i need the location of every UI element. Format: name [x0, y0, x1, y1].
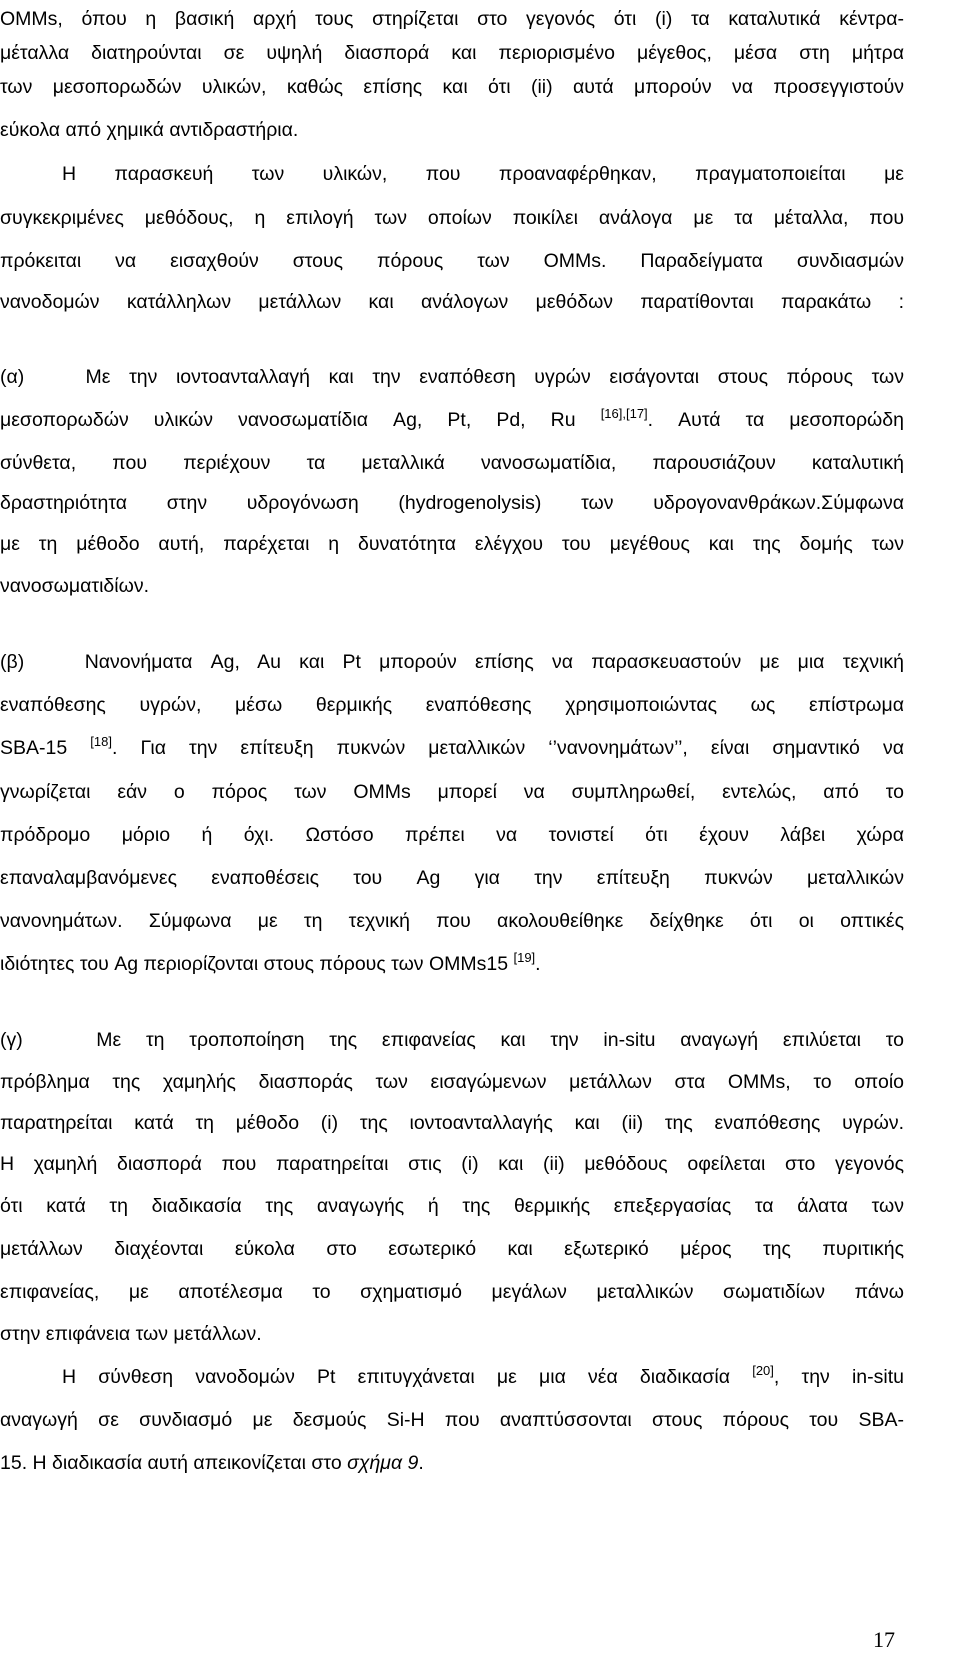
item-b-line-1 [0, 645, 904, 679]
item-a-marker: (α) [0, 366, 25, 388]
item-a-line-6: νανοσωματιδίων. [0, 575, 150, 597]
item-c-line-5: ότι κατά τη διαδικασία της αναγωγής ή της θερμικής επεξεργασίας τα άλατα των [0, 1195, 904, 1217]
item-c-marker: (γ) [0, 1029, 23, 1051]
item-a-line-5: με τη μέθοδο αυτή, παρέχεται η δυνατότητα ελέγχου του μεγέθους και της δομής των [0, 533, 904, 555]
item-c-line-1 [0, 1023, 904, 1057]
intro-line-3: των μεσοπορωδών υλικών, καθώς επίσης και ότι (ii) αυτά μπορούν να προσεγγιστούν [0, 76, 904, 98]
item-b-line-5: πρόδρομο μόριο ή όχι. Ωστόσο πρέπει να τονιστεί ότι έχουν λάβει χώρα [0, 824, 904, 846]
item-b-line-2: εναπόθεσης υγρών, μέσω θερμικής εναπόθεσης χρησιμοποιώντας ως επίστρωμα [0, 694, 904, 716]
item-b-line-4: γνωρίζεται εάν ο πόρος των OMMs μπορεί να συμπληρωθεί, εντελώς, από το [0, 781, 904, 803]
item-c-text-1: Με τη τροποποίηση της επιφανείας και την in-situ αναγωγή επιλύεται το [96, 1029, 905, 1051]
figure-reference: σχήμα 9 [347, 1452, 419, 1474]
item-a-text-2b: . Αυτά τα μεσοπορώδη [647, 409, 904, 431]
item-a-line-1 [0, 360, 904, 394]
item-a-line-4: δραστηριότητα στην υδρογόνωση (hydrogenolysis) των υδρογονανθράκων.Σύμφωνα [0, 492, 904, 514]
item-a-line-2 [0, 403, 904, 437]
item-b-line-7: νανονημάτων. Σύμφωνα με τη τεχνική που ακολουθείθηκε δείχθηκε ότι οι οπτικές [0, 910, 904, 932]
pt-text-3: 15. Η διαδικασία αυτή απεικονίζεται στο [0, 1452, 348, 1474]
item-b-line-8 [0, 947, 904, 981]
pt-text-1b: , την in-situ [773, 1366, 904, 1388]
item-b-text-1: Νανονήματα Ag, Au και Pt μπορούν επίσης να παρασκευαστούν με μια τεχνική [84, 651, 904, 673]
citation-20: [20] [752, 1362, 774, 1378]
pt-text-1: Η σύνθεση νανοδομών Pt επιτυγχάνεται με μια νέα διαδικασία [62, 1366, 753, 1388]
item-b-text-8b: . [535, 953, 541, 975]
citation-16-17: [16],[17] [600, 405, 648, 421]
item-c-line-7: επιφανείας, με αποτέλεσμα το σχηματισμό μεγάλων μεταλλικών σωματιδίων πάνω [0, 1281, 904, 1303]
item-b-line-3 [0, 731, 904, 765]
preparation-line-3: πρόκειται να εισαχθούν στους πόρους των OMMs. Παραδείγματα συνδιασμών [0, 250, 904, 272]
intro-line-2: μέταλλα διατηρούνται σε υψηλή διασπορά και περιορισμένο μέγεθος, μέσα στη μήτρα [0, 42, 904, 64]
item-b-text-3b: . Για την επίτευξη πυκνών μεταλλικών ‘’νανονημάτων’’, είναι σημαντικό να [111, 737, 904, 759]
item-c-line-4: Η χαμηλή διασπορά που παρατηρείται στις (i) και (ii) μεθόδους οφείλεται στο γεγονός [0, 1153, 904, 1175]
item-c-line-8: στην επιφάνεια των μετάλλων. [0, 1323, 262, 1345]
pt-line-3 [0, 1446, 904, 1480]
pt-line-2: αναγωγή σε συνδιασμό με δεσμούς Si-H που αναπτύσσονται στους πόρους του SBA- [0, 1409, 904, 1431]
item-b-marker: (β) [0, 651, 25, 673]
item-b-line-6: επαναλαμβανόμενες εναποθέσεις του Ag για την επίτευξη πυκνών μεταλλικών [0, 867, 904, 889]
intro-line-4: εύκολα από χημικά αντιδραστήρια. [0, 119, 299, 141]
item-c-line-3: παρατηρείται κατά τη μέθοδο (i) της ιοντοανταλλαγής και (ii) της εναπόθεσης υγρών. [0, 1112, 904, 1134]
page-number: 17 [873, 1627, 895, 1652]
item-b-text-3: SBA-15 [0, 737, 91, 759]
item-a-text-2: μεσοπορωδών υλικών νανοσωματίδια Ag, Pt, Pd, Ru [0, 409, 601, 431]
item-b-text-8: ιδιότητες του Ag περιορίζονται στους πόρους των OMMs15 [0, 953, 514, 975]
preparation-line-1: Η παρασκευή των υλικών, που προαναφέρθηκαν, πραγματοποιείται με [62, 163, 904, 185]
preparation-line-2: συγκεκριμένες μεθόδους, η επιλογή των οποίων ποικίλει ανάλογα με τα μέταλλα, που [0, 207, 904, 229]
item-a-line-3: σύνθετα, που περιέχουν τα μεταλλικά νανοσωματίδια, παρουσιάζουν καταλυτική [0, 452, 904, 474]
preparation-line-4: νανοδομών κατάλληλων μετάλλων και ανάλογων μεθόδων παρατίθονται παρακάτω : [0, 291, 904, 313]
item-c-line-6: μετάλλων διαχέονται εύκολα στο εσωτερικό και εξωτερικό μέρος της πυριτικής [0, 1238, 904, 1260]
item-c-line-2: πρόβλημα της χαμηλής διασποράς των εισαγώμενων μετάλλων στα OMMs, το οποίο [0, 1071, 904, 1093]
pt-line-1 [0, 1360, 904, 1394]
citation-19: [19] [513, 949, 536, 965]
item-a-text-1: Με την ιοντοανταλλαγή και την εναπόθεση υγρών εισάγονται στους πόρους των [85, 366, 904, 388]
intro-line-1: OMMs, όπου η βασική αρχή τους στηρίζεται στο γεγονός ότι (i) τα καταλυτικά κέντρα- [0, 8, 904, 30]
citation-18: [18] [90, 733, 112, 749]
pt-text-3b: . [418, 1452, 424, 1474]
